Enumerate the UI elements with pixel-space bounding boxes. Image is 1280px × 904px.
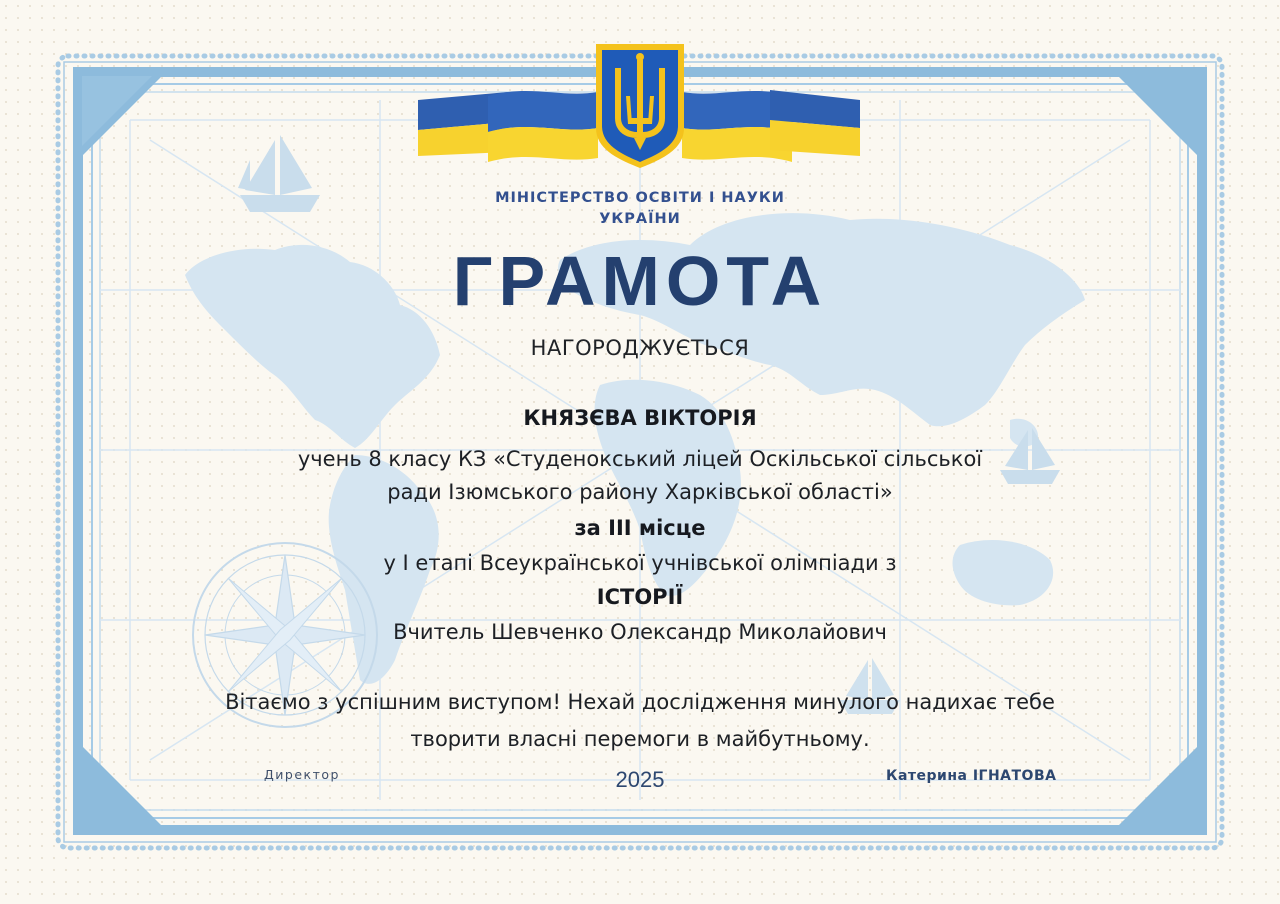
congratulation-line-1: Вітаємо з успішним виступом! Нехай дослідження минулого надихає тебе (225, 690, 1055, 714)
coat-of-arms-icon (596, 44, 684, 168)
ministry-line-1: МІНІСТЕРСТВО ОСВІТИ І НАУКИ (495, 190, 785, 206)
recipient-name: КНЯЗЄВА ВІКТОРІЯ (523, 406, 757, 430)
director-label: Директор (264, 767, 340, 782)
awarded-label: НАГОРОДЖУЄТЬСЯ (530, 336, 750, 360)
ministry-name (0, 188, 1280, 230)
olympiad-subject: ІСТОРІЇ (596, 585, 684, 609)
congratulation-line-2: творити власні перемоги в майбутньому. (410, 727, 870, 751)
certificate-title: ГРАМОТА (452, 242, 828, 320)
award-place: за ІІІ місце (574, 516, 706, 540)
school-line-2: ради Ізюмського району Харківської області» (387, 480, 893, 504)
school-line-1: учень 8 класу КЗ «Студенокський ліцей Оскільської сільської (297, 447, 983, 471)
teacher-name: Вчитель Шевченко Олександр Миколайович (393, 620, 887, 644)
signer-name: Катерина ІГНАТОВА (886, 768, 1057, 784)
ministry-line-2: УКРАЇНИ (599, 211, 681, 227)
olympiad-stage: у І етапі Всеукраїнської учнівської олімпіади з (383, 551, 897, 575)
certificate-year: 2025 (615, 767, 665, 792)
